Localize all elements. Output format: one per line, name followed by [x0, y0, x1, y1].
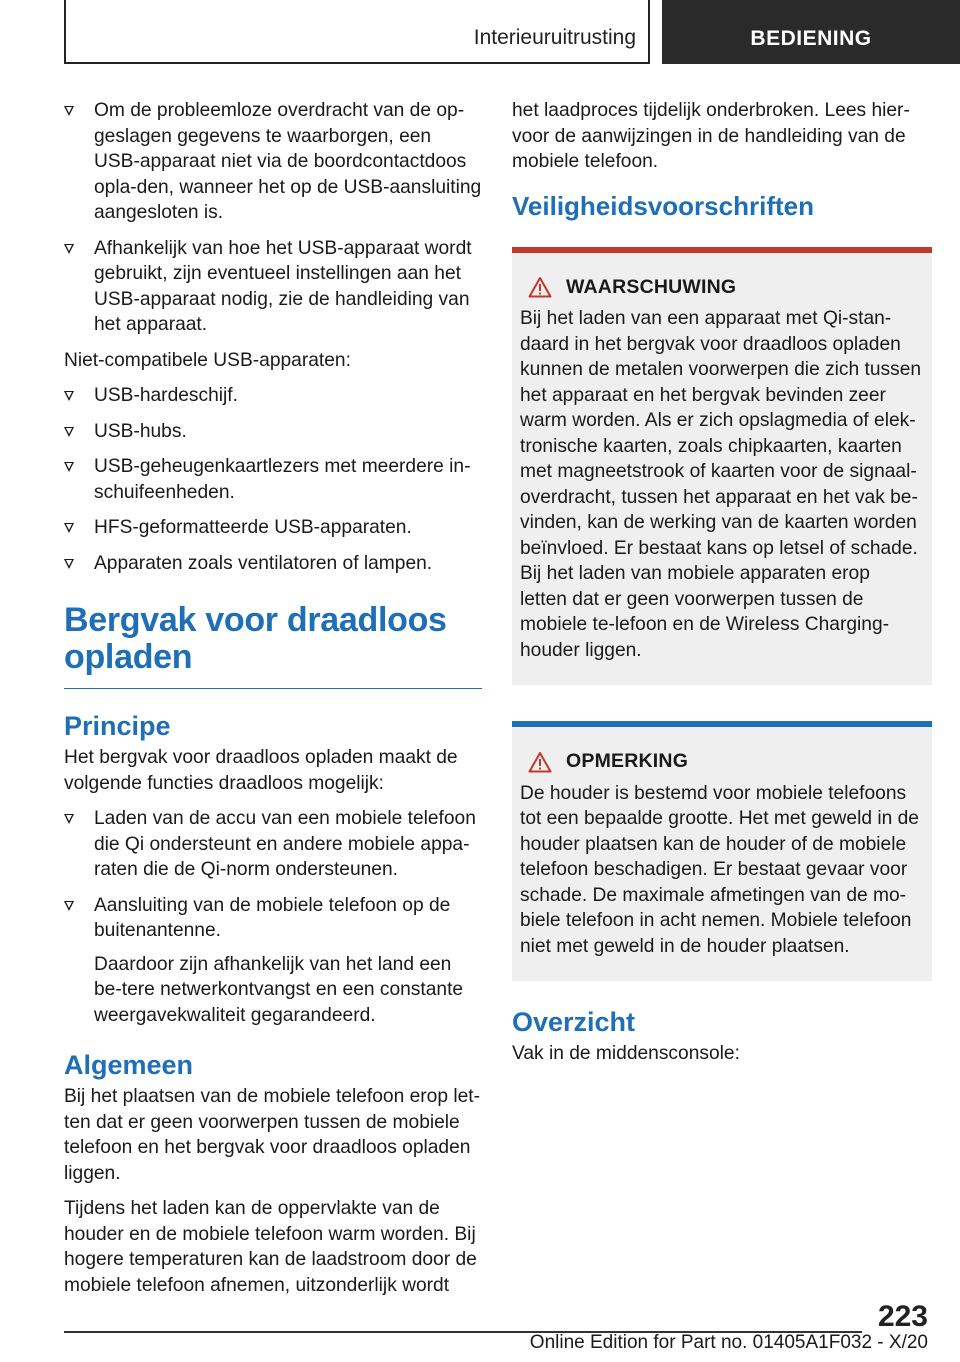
algemeen-paragraph-1: Bij het plaatsen van de mobiele telefoon erop let-ten dat er geen voorwerpen tussen de mobiele telefoon en het bergvak voor draadloos opladen liggen. [64, 1086, 480, 1184]
algemeen-heading: Algemeen [64, 1050, 194, 1080]
safety-heading: Veiligheidsvoorschriften [512, 190, 814, 221]
list-item: Om de probleemloze overdracht van de op-geslagen gegevens te waarborgen, een USB-apparaat niet via de boordcontactdoos opla-den, wanneer het op de USB-aansluiting aangesloten is. [64, 98, 482, 226]
continued-text: het laadproces tijdelijk onderbroken. Lees hier-voor de aanwijzingen in de handleiding van de mobiele telefoon. [512, 100, 910, 172]
list-item: Afhankelijk van hoe het USB-apparaat wordt gebruikt, zijn eventueel instellingen aan het USB-apparaat nodig, zie de handleiding van het apparaat. [64, 236, 482, 338]
overview-text: Vak in de middensconsole: [512, 1043, 740, 1064]
warning-triangle-icon [528, 751, 552, 773]
principe-text: Het bergvak voor draadloos opladen maakt de volgende functies draadloos mogelijk: [64, 747, 458, 794]
warning-text: Bij het laden van een apparaat met Qi-stan-daard in het bergvak voor draadloos opladen kunnen de metalen voorwerpen die zich tussen het apparaat en het bergvak bevinden zeer warm worden. Als er zich opslagmedia of elek-tronische kaarten, zoals chipkaarten, kaarten met magneetstrook of kaarten voor de signaal-overdracht, tussen het apparaat en het vak be-vinden, kan de werking van de kaarten worden beïnvloed. Er bestaat kans op letsel of schade. Bij het laden van mobiele apparaten erop letten dat er geen voorwerpen tussen de mobiele te-lefoon en de Wireless Charging-houder liggen. [520, 308, 922, 661]
note-label: OPMERKING [566, 750, 689, 772]
note-box [512, 721, 932, 981]
page-number: 223 [877, 1300, 928, 1333]
triangle-bullet-icon [64, 106, 74, 116]
list-item: USB-hubs. [64, 419, 482, 445]
warning-box [512, 247, 932, 686]
list-item: USB-hardeschijf. [64, 383, 482, 409]
list-item: HFS-geformatteerde USB-apparaten. [64, 515, 482, 541]
triangle-bullet-icon [64, 523, 74, 533]
header-section-title: Interieuruitrusting [473, 26, 636, 49]
note-header [520, 749, 922, 775]
header-rule [64, 62, 650, 64]
list-item: Apparaten zoals ventilatoren of lampen. [64, 551, 482, 577]
triangle-bullet-icon [64, 244, 74, 254]
right-column [512, 98, 930, 1077]
warning-header [520, 275, 922, 301]
incompatible-intro: Niet-compatibele USB-apparaten: [64, 349, 351, 371]
triangle-bullet-icon [64, 559, 74, 569]
list-item: Aansluiting van de mobiele telefoon op de buitenantenne. [64, 893, 482, 944]
header-chapter-tab: BEDIENING [662, 0, 960, 64]
note-text: De houder is bestemd voor mobiele telefoons tot een bepaalde grootte. Het met geweld in de houder plaatsen kan de houder of de mobiele telefoon beschadigen. Er bestaat gevaar voor schade. De maximale afmetingen van de mo-biele telefoon in acht nemen. Mobiele telefoon niet met geweld in de houder plaatsen. [520, 782, 919, 957]
principe-note: Daardoor zijn afhankelijk van het land een be-tere netwerkontvangst en een constante weergavekwaliteit gegarandeerd. [94, 953, 464, 1026]
triangle-bullet-icon [64, 462, 74, 472]
algemeen-paragraph-2: Tijdens het laden kan de oppervlakte van de houder en de mobiele telefoon warm worden. Bij hogere temperaturen kan de laadstroom door de mobiele telefoon afnemen, uitzonderlijk wordt [64, 1198, 477, 1296]
triangle-bullet-icon [64, 814, 74, 824]
header-divider-mid [648, 0, 650, 64]
triangle-bullet-icon [64, 391, 74, 401]
footer-edition: Online Edition for Part no. 01405A1F032 - X/20 [529, 1332, 928, 1353]
list-item: Laden van de accu van een mobiele telefoon die Qi ondersteunt en andere mobiele appa-raten die de Qi-norm ondersteunen. [64, 806, 482, 883]
triangle-bullet-icon [64, 427, 74, 437]
left-column [64, 98, 482, 1308]
list-item: USB-geheugenkaartlezers met meerdere in-schuifeenheden. [64, 454, 482, 505]
principe-heading: Principe [64, 711, 171, 741]
overview-heading: Overzicht [512, 1007, 636, 1037]
warning-triangle-icon [528, 276, 552, 298]
section-title: Bergvak voor draadloos opladen [64, 602, 482, 689]
triangle-bullet-icon [64, 901, 74, 911]
warning-label: WAARSCHUWING [566, 275, 737, 298]
